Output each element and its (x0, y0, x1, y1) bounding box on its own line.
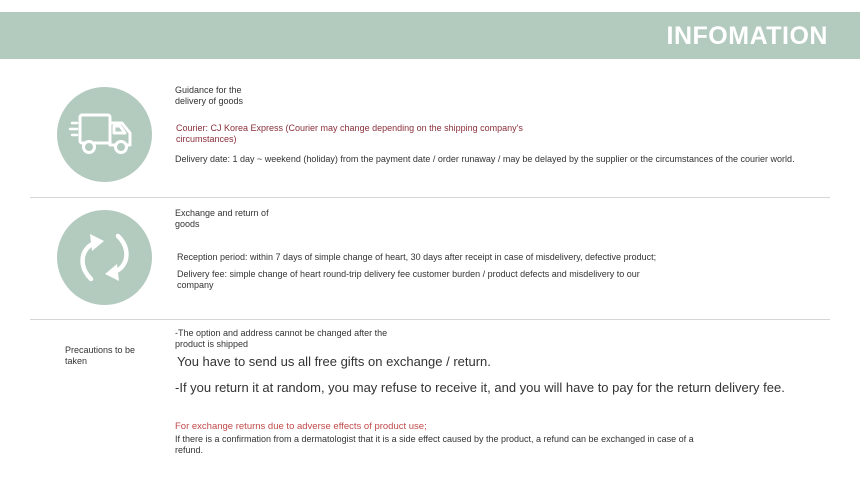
page-title: INFOMATION (666, 22, 828, 50)
delivery-date: Delivery date: 1 day ~ weekend (holiday) from the payment date / order runaway / may be delayed by the supplier or the circumstances of the courier world. (175, 154, 795, 164)
exchange-reception: Reception period: within 7 days of simple change of heart, 30 days after receipt in case of misdelivery, defective product; (177, 252, 657, 262)
exchange-fee: Delivery fee: simple change of heart round-trip delivery fee customer burden / product defects and misdelivery to our company (177, 269, 640, 290)
precautions-adverse-body: If there is a confirmation from a dermatologist that it is a side effect caused by the product, a refund can be exchanged in case of a refund. (175, 434, 694, 455)
precautions-title: Precautions to be taken (65, 345, 136, 366)
precautions-option-note: -The option and address cannot be changed after the product is shipped (175, 328, 388, 349)
delivery-title: Guidance for the delivery of goods (175, 85, 244, 106)
precautions-adverse-title: For exchange returns due to adverse effects of product use; (175, 421, 427, 432)
refresh-icon (57, 210, 152, 305)
truck-icon (57, 87, 152, 182)
section-divider (30, 319, 830, 320)
precautions-random-return: -If you return it at random, you may refuse to receive it, and you will have to pay for the return delivery fee. (175, 380, 785, 395)
exchange-title: Exchange and return of goods (175, 208, 269, 229)
section-divider (30, 197, 830, 198)
exchange-icon-circle (57, 210, 152, 305)
header-banner (0, 12, 860, 59)
precautions-gifts: You have to send us all free gifts on exchange / return. (177, 354, 491, 369)
delivery-icon-circle (57, 87, 152, 182)
delivery-courier: Courier: CJ Korea Express (Courier may change depending on the shipping company's circumstances) (176, 123, 523, 144)
